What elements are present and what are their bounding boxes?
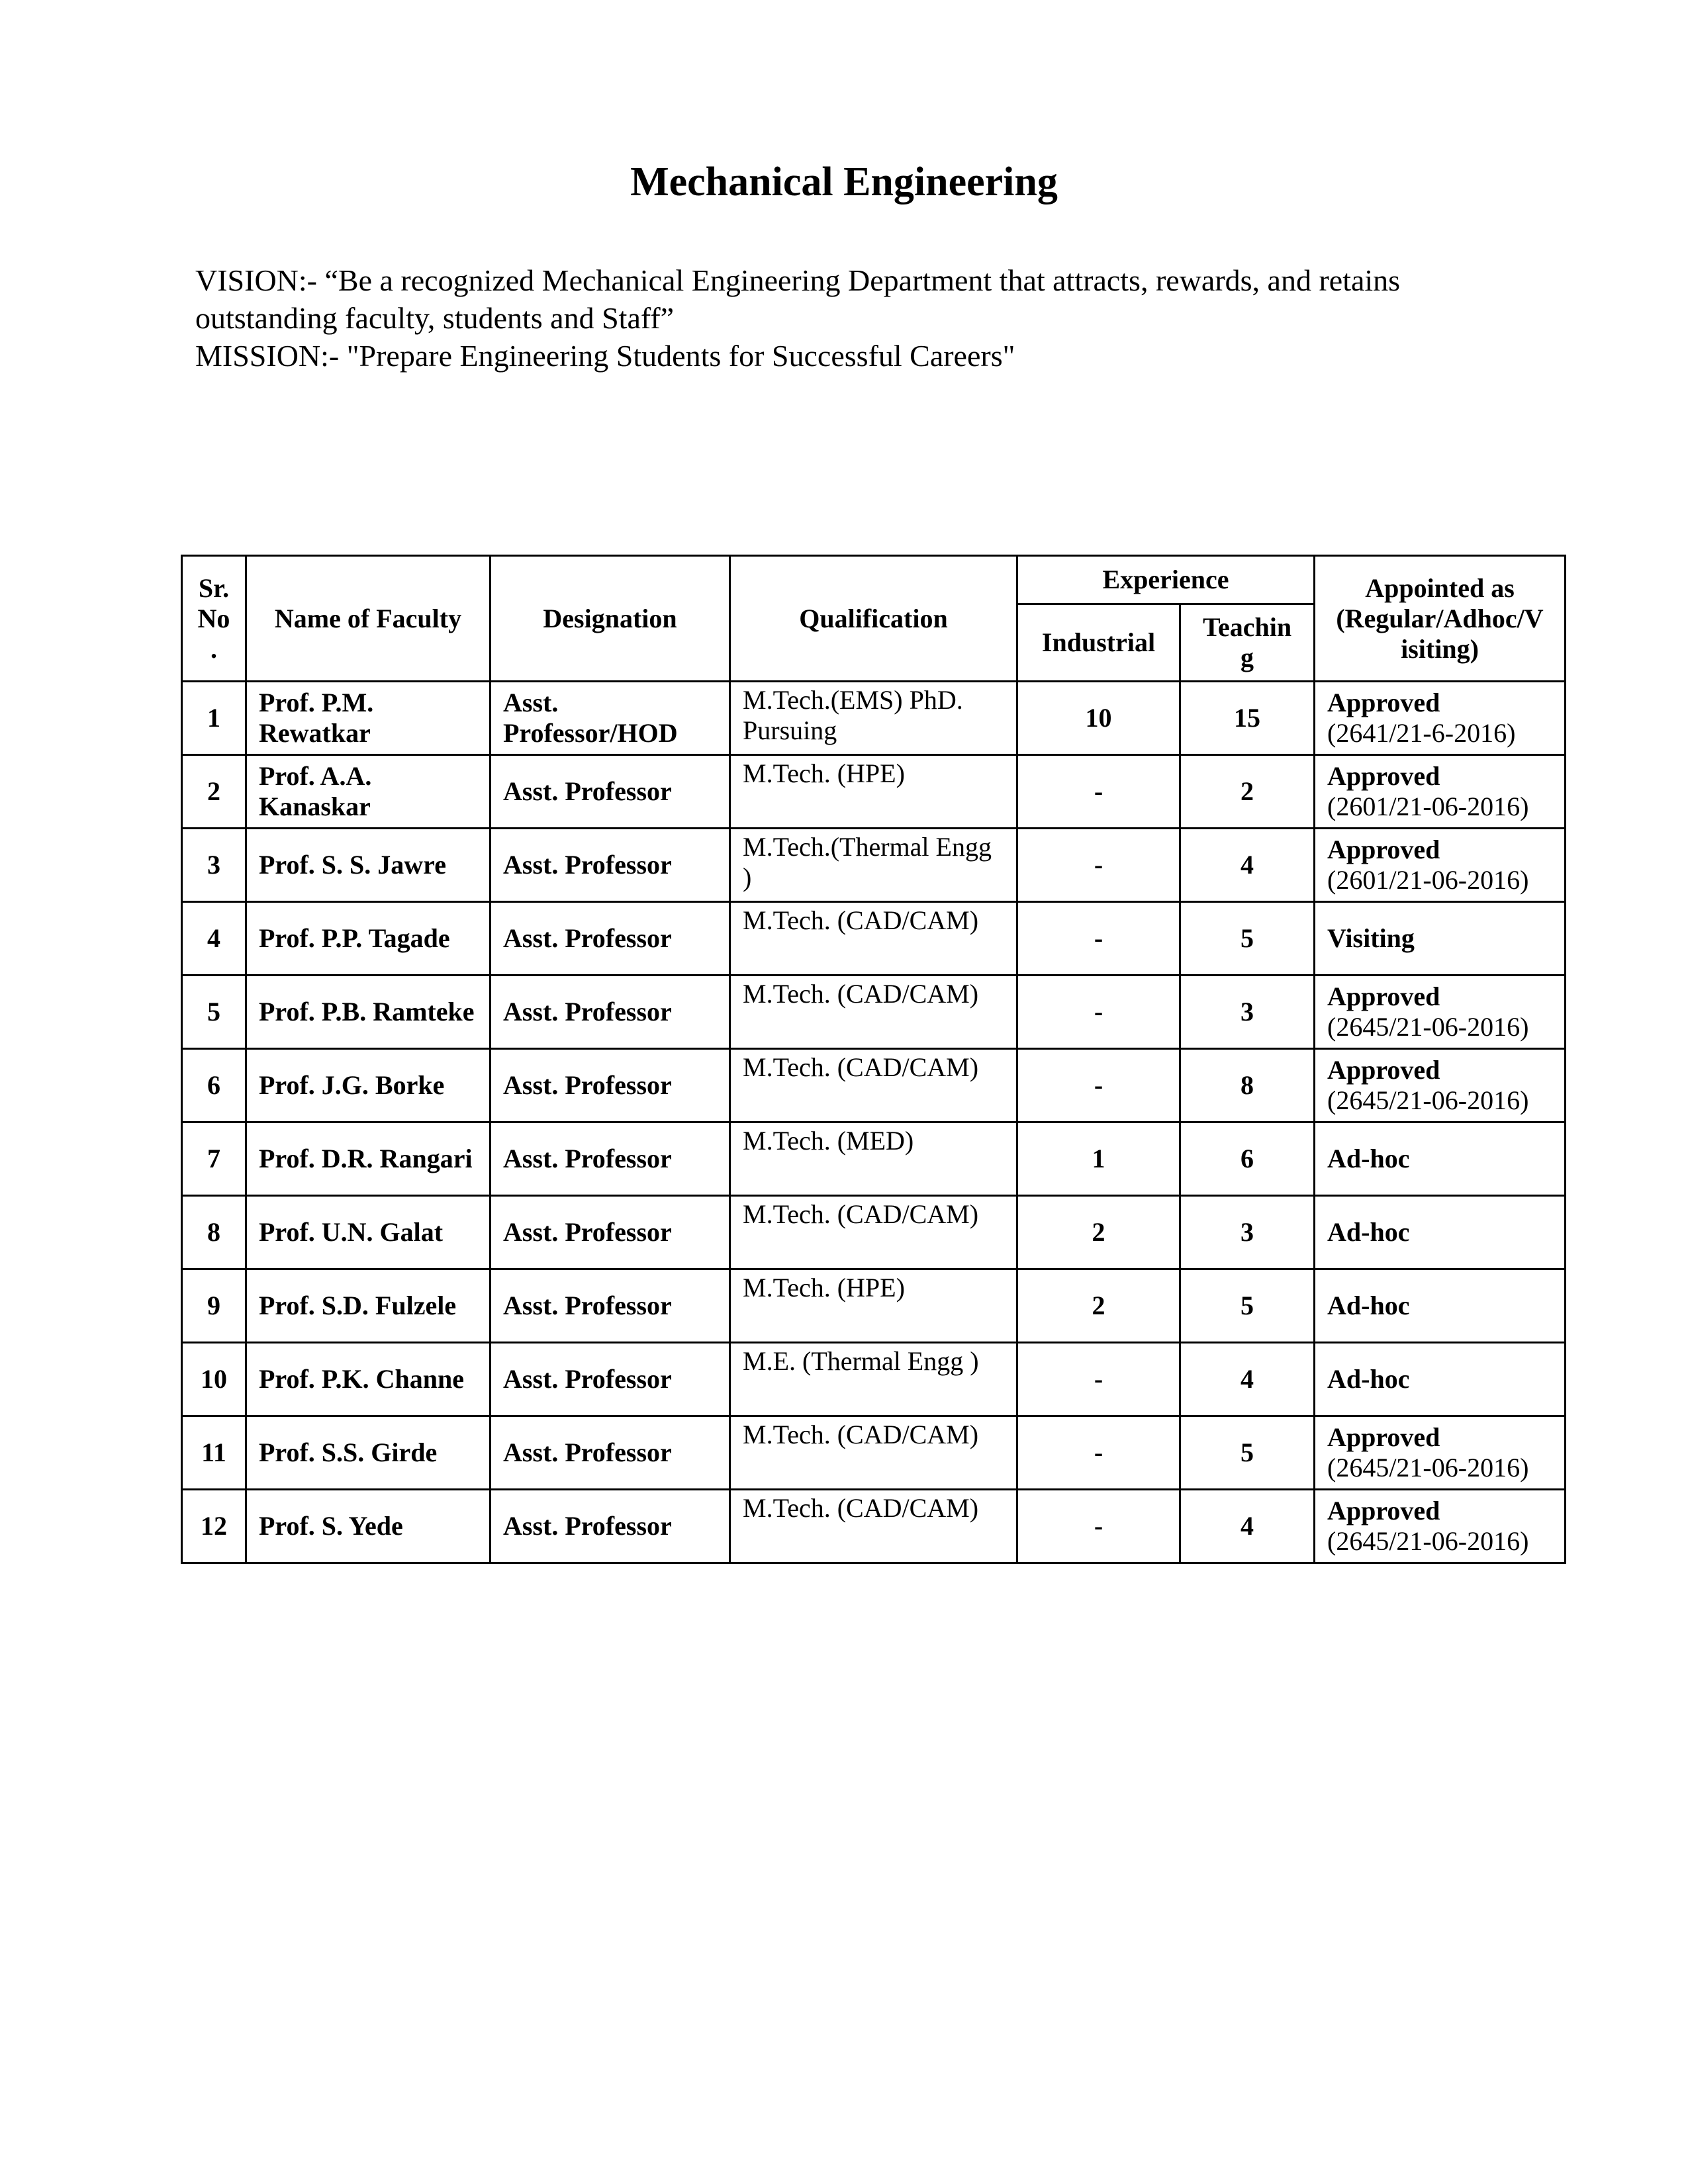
table-row: [182, 682, 1566, 755]
cell-qualification: M.Tech. (CAD/CAM): [730, 1416, 1017, 1490]
header-teaching: Teachin g: [1180, 604, 1315, 682]
cell-appointed: [1315, 1049, 1566, 1122]
appointment-reference: (2645/21-06-2016): [1327, 1453, 1529, 1482]
cell-designation: Asst. Professor: [491, 1490, 730, 1563]
cell-teaching: 5: [1180, 902, 1315, 976]
cell-industrial: 2: [1017, 1269, 1180, 1343]
table-row: [182, 1416, 1566, 1490]
appointment-reference: (2645/21-06-2016): [1327, 1012, 1529, 1042]
intro-block: [195, 261, 1453, 375]
cell-industrial: -: [1017, 1049, 1180, 1122]
cell-teaching: 3: [1180, 1196, 1315, 1269]
cell-qualification: M.Tech.(Thermal Engg ): [730, 829, 1017, 902]
appointment-status: Approved: [1327, 981, 1440, 1011]
table-row: [182, 976, 1566, 1049]
table-row: [182, 1269, 1566, 1343]
appointment-status: Ad-hoc: [1327, 1291, 1410, 1320]
cell-teaching: 4: [1180, 1490, 1315, 1563]
cell-qualification: M.Tech. (CAD/CAM): [730, 902, 1017, 976]
cell-teaching: 5: [1180, 1269, 1315, 1343]
cell-designation: Asst. Professor: [491, 829, 730, 902]
cell-appointed: [1315, 976, 1566, 1049]
appointment-status: Approved: [1327, 761, 1440, 791]
cell-appointed: [1315, 1343, 1566, 1416]
cell-name: Prof. S. S. Jawre: [246, 829, 491, 902]
header-industrial: Industrial: [1017, 604, 1180, 682]
cell-sr-no: 4: [182, 902, 246, 976]
cell-teaching: 3: [1180, 976, 1315, 1049]
cell-designation: Asst. Professor: [491, 902, 730, 976]
table-row: [182, 1122, 1566, 1196]
cell-appointed: [1315, 1122, 1566, 1196]
header-designation: Designation: [491, 556, 730, 682]
appointment-status: Ad-hoc: [1327, 1364, 1410, 1394]
cell-industrial: 10: [1017, 682, 1180, 755]
cell-sr-no: 5: [182, 976, 246, 1049]
cell-name: Prof. S.S. Girde: [246, 1416, 491, 1490]
cell-qualification: M.Tech. (HPE): [730, 1269, 1017, 1343]
cell-name: Prof. D.R. Rangari: [246, 1122, 491, 1196]
cell-appointed: [1315, 1416, 1566, 1490]
cell-teaching: 5: [1180, 1416, 1315, 1490]
table-row: [182, 1196, 1566, 1269]
cell-qualification: M.Tech. (CAD/CAM): [730, 1196, 1017, 1269]
cell-name: Prof. P.K. Channe: [246, 1343, 491, 1416]
header-appointed: Appointed as (Regular/Adhoc/V isiting): [1315, 556, 1566, 682]
cell-industrial: -: [1017, 755, 1180, 829]
cell-designation: Asst. Professor: [491, 1269, 730, 1343]
cell-name: Prof. P.P. Tagade: [246, 902, 491, 976]
appointment-reference: (2645/21-06-2016): [1327, 1526, 1529, 1556]
appointment-status: Visiting: [1327, 923, 1415, 953]
cell-qualification: M.Tech. (CAD/CAM): [730, 976, 1017, 1049]
cell-name: Prof. J.G. Borke: [246, 1049, 491, 1122]
cell-industrial: -: [1017, 976, 1180, 1049]
table-row: [182, 1049, 1566, 1122]
appointment-reference: (2645/21-06-2016): [1327, 1085, 1529, 1115]
page-title: Mechanical Engineering: [630, 159, 1058, 205]
table-row: [182, 1490, 1566, 1563]
cell-designation: Asst. Professor: [491, 1122, 730, 1196]
cell-appointed: [1315, 755, 1566, 829]
cell-qualification: M.Tech. (HPE): [730, 755, 1017, 829]
cell-sr-no: 1: [182, 682, 246, 755]
cell-sr-no: 11: [182, 1416, 246, 1490]
cell-qualification: M.Tech. (MED): [730, 1122, 1017, 1196]
cell-designation: Asst. Professor: [491, 755, 730, 829]
cell-sr-no: 10: [182, 1343, 246, 1416]
cell-designation: Asst. Professor: [491, 976, 730, 1049]
cell-industrial: -: [1017, 1343, 1180, 1416]
cell-teaching: 4: [1180, 829, 1315, 902]
appointment-status: Approved: [1327, 1055, 1440, 1085]
vision-statement: VISION:- “Be a recognized Mechanical Engineering Department that attracts, rewards, and retains outstanding faculty, students and Staff”: [195, 263, 1401, 335]
header-name: Name of Faculty: [246, 556, 491, 682]
header-sr-no: Sr. No .: [182, 556, 246, 682]
cell-qualification: M.Tech. (CAD/CAM): [730, 1490, 1017, 1563]
cell-qualification: M.E. (Thermal Engg ): [730, 1343, 1017, 1416]
cell-industrial: -: [1017, 829, 1180, 902]
cell-appointed: [1315, 829, 1566, 902]
appointment-status: Ad-hoc: [1327, 1217, 1410, 1247]
cell-teaching: 4: [1180, 1343, 1315, 1416]
cell-name: Prof. P.M. Rewatkar: [246, 682, 491, 755]
cell-appointed: [1315, 902, 1566, 976]
header-qualification: Qualification: [730, 556, 1017, 682]
cell-teaching: 8: [1180, 1049, 1315, 1122]
cell-appointed: [1315, 682, 1566, 755]
table-row: [182, 755, 1566, 829]
cell-sr-no: 3: [182, 829, 246, 902]
cell-designation: Asst. Professor: [491, 1343, 730, 1416]
cell-designation: Asst. Professor: [491, 1416, 730, 1490]
cell-sr-no: 9: [182, 1269, 246, 1343]
cell-qualification: M.Tech.(EMS) PhD. Pursuing: [730, 682, 1017, 755]
cell-name: Prof. U.N. Galat: [246, 1196, 491, 1269]
cell-appointed: [1315, 1490, 1566, 1563]
cell-industrial: -: [1017, 1416, 1180, 1490]
cell-industrial: -: [1017, 1490, 1180, 1563]
cell-sr-no: 12: [182, 1490, 246, 1563]
cell-sr-no: 6: [182, 1049, 246, 1122]
appointment-reference: (2641/21-6-2016): [1327, 718, 1516, 748]
faculty-table: [181, 555, 1566, 1564]
cell-name: Prof. P.B. Ramteke: [246, 976, 491, 1049]
appointment-reference: (2601/21-06-2016): [1327, 865, 1529, 895]
cell-industrial: 1: [1017, 1122, 1180, 1196]
cell-name: Prof. A.A. Kanaskar: [246, 755, 491, 829]
cell-sr-no: 7: [182, 1122, 246, 1196]
table-row: [182, 1343, 1566, 1416]
table-row: [182, 829, 1566, 902]
cell-teaching: 2: [1180, 755, 1315, 829]
cell-name: Prof. S.D. Fulzele: [246, 1269, 491, 1343]
faculty-rows: [182, 682, 1566, 1563]
cell-teaching: 15: [1180, 682, 1315, 755]
cell-sr-no: 2: [182, 755, 246, 829]
appointment-status: Approved: [1327, 1422, 1440, 1452]
appointment-status: Ad-hoc: [1327, 1144, 1410, 1173]
cell-industrial: -: [1017, 902, 1180, 976]
appointment-reference: (2601/21-06-2016): [1327, 792, 1529, 821]
cell-designation: Asst. Professor: [491, 1049, 730, 1122]
cell-sr-no: 8: [182, 1196, 246, 1269]
cell-industrial: 2: [1017, 1196, 1180, 1269]
appointment-status: Approved: [1327, 835, 1440, 864]
cell-appointed: [1315, 1196, 1566, 1269]
cell-designation: Asst. Professor/HOD: [491, 682, 730, 755]
mission-statement: MISSION:- "Prepare Engineering Students for Successful Careers": [195, 339, 1015, 373]
appointment-status: Approved: [1327, 688, 1440, 717]
cell-name: Prof. S. Yede: [246, 1490, 491, 1563]
header-experience: Experience: [1017, 556, 1315, 604]
cell-qualification: M.Tech. (CAD/CAM): [730, 1049, 1017, 1122]
cell-designation: Asst. Professor: [491, 1196, 730, 1269]
appointment-status: Approved: [1327, 1496, 1440, 1525]
cell-appointed: [1315, 1269, 1566, 1343]
table-row: [182, 902, 1566, 976]
cell-teaching: 6: [1180, 1122, 1315, 1196]
